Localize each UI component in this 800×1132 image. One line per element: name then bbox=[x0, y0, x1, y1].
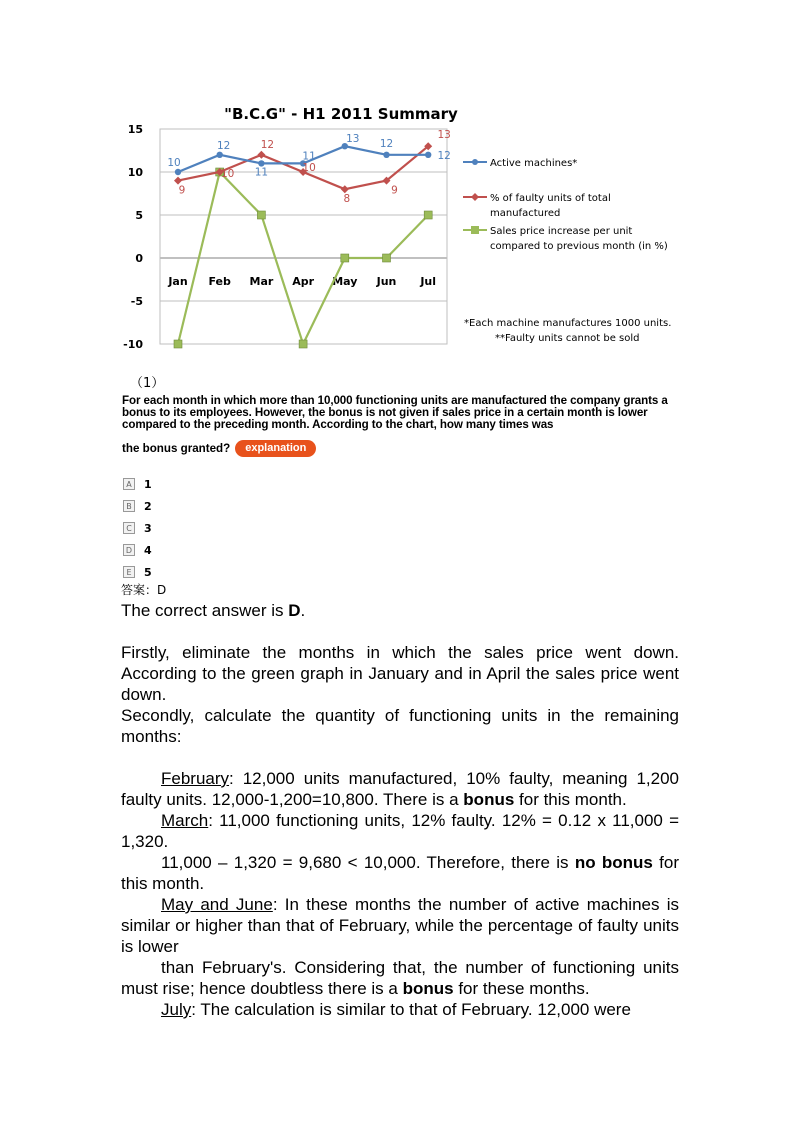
july-label: July bbox=[161, 1000, 192, 1019]
point-sales-jan bbox=[174, 340, 182, 348]
explanation-text bbox=[121, 600, 679, 1020]
y-tick-label-5: -10 bbox=[123, 338, 143, 351]
correct-prefix: The correct answer is bbox=[121, 601, 289, 620]
chart-legend bbox=[463, 158, 668, 252]
option-b[interactable] bbox=[123, 495, 152, 517]
answer-options bbox=[123, 473, 152, 583]
y-tick-label-1: 10 bbox=[127, 166, 143, 179]
question-text: For each month in which more than 10,000 functioning units are manufactured the company grants a bonus to its employees. However, the bonus is not given if sales price in a certain month is lower compared to the preceding month. According to the chart, how many times was bbox=[122, 394, 668, 431]
point-active-jan bbox=[175, 169, 181, 175]
y-tick-label-4: -5 bbox=[130, 295, 143, 308]
option-d-value: 4 bbox=[144, 543, 152, 557]
answer-key: 答案：D bbox=[121, 583, 167, 597]
legend-marker-1 bbox=[471, 193, 479, 201]
option-e[interactable] bbox=[123, 561, 152, 583]
option-a[interactable] bbox=[123, 473, 152, 495]
may-june-text: : In these months the number of active machines is similar or higher than that of February, while the percentage of faulty units is lower bbox=[121, 895, 680, 956]
option-d-radio[interactable]: D bbox=[123, 544, 135, 556]
february-text: : 12,000 units manufactured, 10% faulty, meaning 1,200 faulty units. 12,000-1,200=10,800. There is a bbox=[121, 769, 679, 809]
chart-note-2: **Faulty units cannot be sold bbox=[495, 333, 640, 344]
explanation-may-june-2 bbox=[121, 957, 679, 999]
march-label: March bbox=[161, 811, 209, 830]
label-faulty-jun: 9 bbox=[391, 184, 398, 197]
explanation-july bbox=[121, 999, 679, 1020]
legend-label-1-line2: manufactured bbox=[490, 208, 561, 219]
option-a-value: 1 bbox=[144, 477, 152, 491]
point-sales-mar bbox=[257, 211, 265, 219]
point-active-jul bbox=[425, 152, 431, 158]
label-faulty-mar: 12 bbox=[260, 138, 275, 151]
option-e-radio[interactable]: E bbox=[123, 566, 135, 578]
chart-labels bbox=[167, 129, 451, 205]
x-tick-label-jan: Jan bbox=[168, 275, 188, 288]
x-tick-label-jul: Jul bbox=[420, 275, 437, 288]
label-faulty-jul: 13 bbox=[437, 129, 451, 142]
legend-label-2-line2: compared to previous month (in %) bbox=[490, 241, 668, 252]
may-june-bonus: bonus bbox=[402, 979, 454, 998]
point-faulty-mar bbox=[257, 151, 265, 159]
point-sales-may bbox=[341, 254, 349, 262]
march-text-end: for this month. bbox=[121, 853, 679, 893]
label-active-feb: 12 bbox=[217, 139, 231, 152]
option-b-value: 2 bbox=[144, 499, 152, 513]
question-text-last bbox=[122, 440, 316, 457]
may-june-text-end: for these months. bbox=[453, 979, 590, 998]
label-active-apr: 11 bbox=[302, 150, 316, 163]
explanation-february bbox=[121, 768, 679, 810]
label-active-jan: 10 bbox=[167, 157, 181, 169]
explanation-para-1: Firstly, eliminate the months in which the sales price went down. According to the green graph in January and in April the sales price went down. bbox=[121, 643, 679, 704]
point-faulty-jan bbox=[174, 177, 182, 185]
option-c[interactable] bbox=[123, 517, 152, 539]
label-faulty-apr: 10 bbox=[302, 162, 316, 174]
explanation-may-june bbox=[121, 894, 679, 957]
option-b-radio[interactable]: B bbox=[123, 500, 135, 512]
point-active-jun bbox=[383, 152, 389, 158]
may-june-label: May and June bbox=[161, 895, 273, 914]
label-faulty-feb: 10 bbox=[221, 168, 235, 180]
option-c-radio[interactable]: C bbox=[123, 522, 135, 534]
february-bonus: bonus bbox=[463, 790, 515, 809]
explanation-march bbox=[121, 810, 679, 852]
label-active-jul: 12 bbox=[437, 149, 451, 162]
x-tick-label-apr: Apr bbox=[292, 275, 315, 288]
summary-chart bbox=[115, 95, 705, 355]
march-text: : 11,000 functioning units, 12% faulty. 12% = 0.12 x 11,000 = 1,320. bbox=[121, 811, 679, 851]
label-faulty-may: 8 bbox=[343, 193, 351, 206]
legend-marker-2 bbox=[471, 226, 479, 234]
point-sales-jun bbox=[383, 254, 391, 262]
chart-title: "B.C.G" - H1 2011 Summary bbox=[224, 105, 458, 123]
legend-marker-0 bbox=[472, 159, 478, 165]
point-sales-apr bbox=[299, 340, 307, 348]
correct-answer-line bbox=[121, 600, 679, 621]
correct-suffix: . bbox=[300, 601, 306, 620]
legend-label-2-line1: Sales price increase per unit bbox=[490, 226, 633, 237]
point-sales-jul bbox=[424, 211, 432, 219]
explanation-para-2: Secondly, calculate the quantity of functioning units in the remaining months: bbox=[121, 706, 679, 746]
correct-letter: D bbox=[288, 601, 301, 620]
label-active-mar: 11 bbox=[254, 166, 269, 179]
point-faulty-may bbox=[341, 185, 349, 193]
y-tick-label-2: 5 bbox=[135, 209, 143, 222]
x-tick-label-jun: Jun bbox=[376, 275, 397, 288]
x-tick-label-mar: Mar bbox=[249, 275, 274, 288]
legend-label-0-line1: Active machines* bbox=[490, 158, 578, 169]
label-faulty-jan: 9 bbox=[178, 184, 186, 197]
x-tick-label-feb: Feb bbox=[208, 275, 231, 288]
y-tick-label-3: 0 bbox=[135, 252, 143, 265]
march-calc: 11,000 – 1,320 = 9,680 < 10,000. Therefore, there is bbox=[161, 853, 575, 872]
question-number: （1） bbox=[130, 376, 165, 391]
legend-label-1-line1: % of faulty units of total bbox=[490, 193, 611, 204]
question-ending: the bonus granted? bbox=[122, 442, 231, 455]
point-active-feb bbox=[217, 152, 223, 158]
x-tick-label-may: May bbox=[332, 275, 358, 288]
february-text-end: for this month. bbox=[514, 790, 627, 809]
explanation-button[interactable]: explanation bbox=[235, 440, 316, 457]
march-no-bonus: no bonus bbox=[574, 853, 653, 872]
february-label: February bbox=[161, 769, 230, 788]
may-june-text-2: than February's. Considering that, the number of functioning units must rise; hence doubtless there is a bbox=[121, 958, 679, 998]
explanation-march-2 bbox=[121, 852, 679, 894]
option-d[interactable] bbox=[123, 539, 152, 561]
label-active-may: 13 bbox=[346, 133, 360, 146]
chart-note-1: *Each machine manufactures 1000 units. bbox=[464, 318, 672, 329]
july-text: : The calculation is similar to that of February. 12,000 were bbox=[191, 1000, 631, 1019]
label-active-jun: 12 bbox=[379, 137, 394, 150]
option-e-value: 5 bbox=[144, 565, 152, 579]
option-a-radio[interactable]: A bbox=[123, 478, 135, 490]
y-tick-label-0: 15 bbox=[127, 123, 143, 136]
option-c-value: 3 bbox=[144, 521, 152, 535]
